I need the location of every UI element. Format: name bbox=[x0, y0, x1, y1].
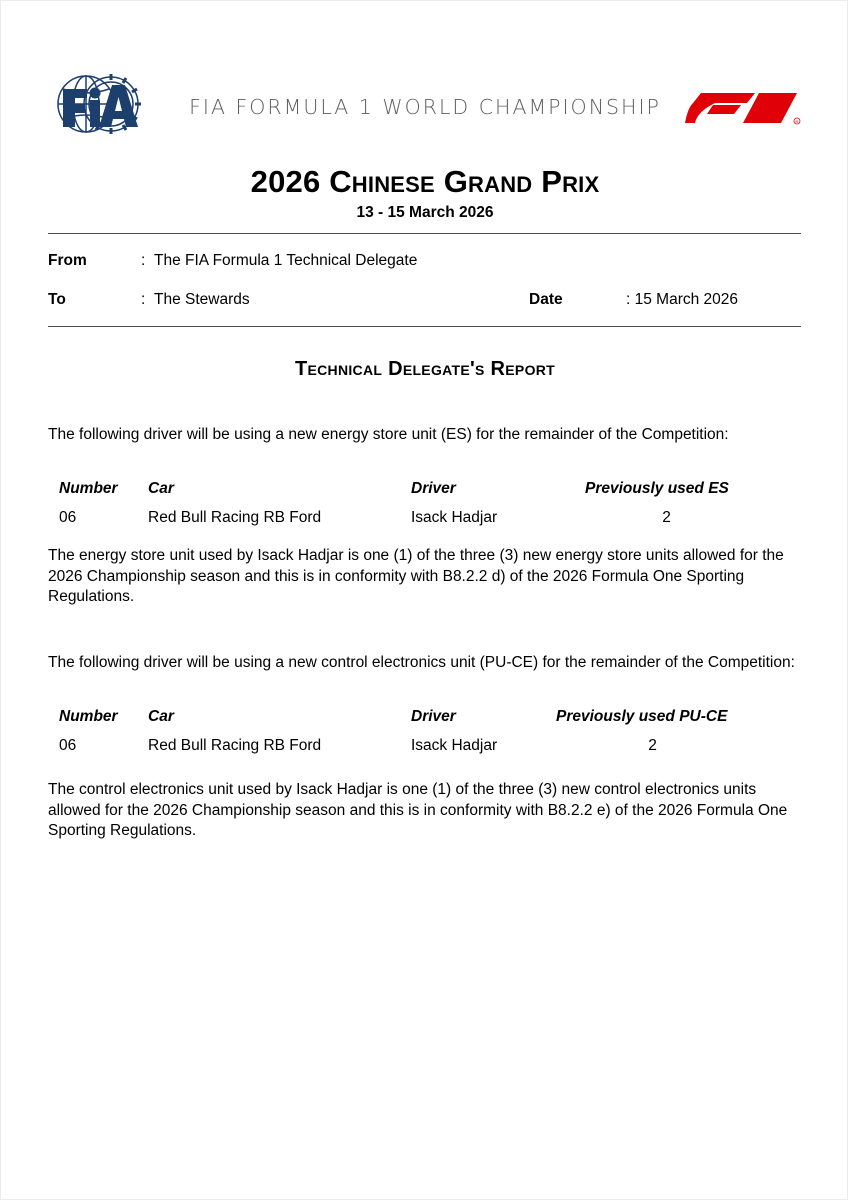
f1-logo-icon bbox=[685, 91, 801, 127]
header-previously-used: Previously used ES bbox=[585, 480, 729, 497]
header-number: Number bbox=[59, 480, 118, 497]
cell-car: Red Bull Racing RB Ford bbox=[148, 737, 322, 754]
control-electronics-table bbox=[48, 708, 801, 764]
to-colon: : bbox=[141, 291, 146, 308]
cell-previously-used: 2 bbox=[648, 737, 657, 754]
meta-row-to bbox=[48, 291, 801, 313]
table-row bbox=[48, 737, 801, 761]
header-previously-used: Previously used PU-CE bbox=[556, 708, 728, 725]
from-label: From bbox=[48, 252, 87, 269]
header-car: Car bbox=[148, 480, 174, 497]
meta-row-from bbox=[48, 252, 801, 274]
cell-number: 06 bbox=[59, 737, 77, 754]
table-row bbox=[48, 509, 801, 533]
cell-number: 06 bbox=[59, 509, 77, 526]
event-title: 2026 Chinese Grand Prix bbox=[250, 164, 600, 199]
section-2-note: The control electronics unit used by Isack Hadjar is one (1) of the three (3) new control electronics units allowed for the 2026 Championship season and this is in conformity with B8.2.2 e) of the 2026 Formula One Sporting Regulations. bbox=[48, 781, 788, 839]
cell-driver: Isack Hadjar bbox=[411, 509, 498, 526]
masthead bbox=[1, 69, 848, 141]
table-header-row bbox=[48, 480, 801, 504]
report-heading: Technical Delegate's Report bbox=[294, 358, 556, 380]
cell-previously-used: 2 bbox=[662, 509, 671, 526]
svg-text:R: R bbox=[795, 119, 799, 124]
header-driver: Driver bbox=[411, 480, 456, 497]
header-car: Car bbox=[148, 708, 174, 725]
to-label: To bbox=[48, 291, 66, 308]
cell-driver: Isack Hadjar bbox=[411, 737, 498, 754]
energy-store-table bbox=[48, 480, 801, 536]
championship-title: FIA FORMULA 1 WORLD CHAMPIONSHIP bbox=[189, 95, 661, 119]
section-1-intro: The following driver will be using a new energy store unit (ES) for the remainder of the Competition: bbox=[48, 426, 729, 443]
header-driver: Driver bbox=[411, 708, 456, 725]
divider-bottom bbox=[48, 326, 801, 327]
date-value: : 15 March 2026 bbox=[626, 291, 739, 308]
section-2-intro: The following driver will be using a new control electronics unit (PU-CE) for the remainder of the Competition: bbox=[48, 654, 795, 671]
section-1-note: The energy store unit used by Isack Hadjar is one (1) of the three (3) new energy store units allowed for the 2026 Championship season and this is in conformity with B8.2.2 d) of the 2026 Formula One Sporting Regulations. bbox=[48, 547, 784, 605]
cell-car: Red Bull Racing RB Ford bbox=[148, 509, 322, 526]
header-number: Number bbox=[59, 708, 118, 725]
from-value: The FIA Formula 1 Technical Delegate bbox=[154, 252, 418, 269]
event-dates: 13 - 15 March 2026 bbox=[356, 204, 494, 221]
table-header-row bbox=[48, 708, 801, 732]
divider-top bbox=[48, 233, 801, 234]
to-value: The Stewards bbox=[154, 291, 250, 308]
date-label: Date bbox=[529, 291, 563, 308]
from-colon: : bbox=[141, 252, 146, 269]
